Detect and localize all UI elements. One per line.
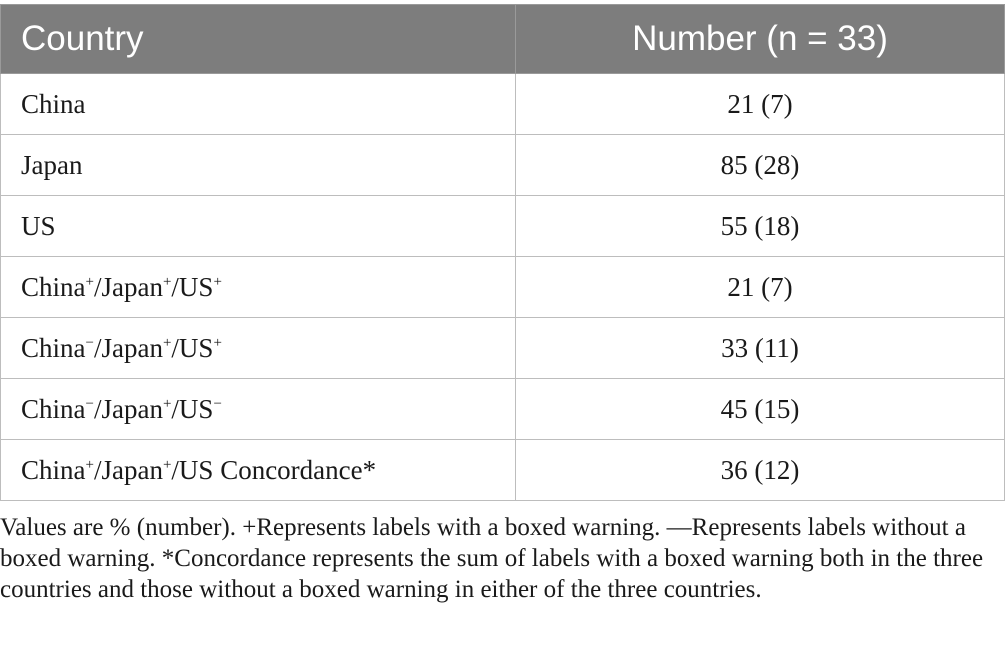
row-label-text: /US <box>171 271 214 302</box>
table-row <box>1 74 1005 135</box>
boxed-warning-mark: + <box>213 334 222 351</box>
data-table-container <box>0 4 1004 501</box>
row-value: 21 (7) <box>516 74 1005 135</box>
row-label <box>1 257 516 318</box>
row-value: 36 (12) <box>516 440 1005 501</box>
country-table <box>0 4 1005 501</box>
row-label-text: /Japan <box>93 393 163 424</box>
row-label-text: China <box>21 271 86 302</box>
table-row <box>1 440 1005 501</box>
boxed-warning-mark: + <box>162 334 172 351</box>
row-label <box>1 379 516 440</box>
row-label-text: /Japan <box>93 454 163 485</box>
table-row <box>1 318 1005 379</box>
row-label <box>1 74 516 135</box>
row-value: 33 (11) <box>516 318 1005 379</box>
row-label-text: /US <box>171 332 214 363</box>
row-value: 21 (7) <box>516 257 1005 318</box>
boxed-warning-mark: − <box>213 395 222 412</box>
table-row <box>1 257 1005 318</box>
row-label-text: /US <box>171 393 214 424</box>
boxed-warning-mark: − <box>85 334 94 351</box>
header-row <box>1 5 1005 74</box>
row-label-text: Japan <box>21 149 83 180</box>
row-label-text: China <box>21 393 86 424</box>
row-label-text: /Japan <box>93 271 163 302</box>
column-header-country: Country <box>1 5 516 74</box>
table-row <box>1 196 1005 257</box>
table-row <box>1 379 1005 440</box>
table-footnote: Values are % (number). +Represents labels with a boxed warning. —Represents labels without a boxed warning. *Concordance represents the sum of labels with a boxed warning both in the three countries and those without a boxed warning in either of the three countries. <box>0 514 984 603</box>
boxed-warning-mark: − <box>85 395 94 412</box>
boxed-warning-mark: + <box>162 395 172 412</box>
row-value: 45 (15) <box>516 379 1005 440</box>
row-label <box>1 440 516 501</box>
boxed-warning-mark: + <box>85 456 94 473</box>
row-label-text: US <box>21 210 56 241</box>
row-label-text: /Japan <box>93 332 163 363</box>
row-label <box>1 135 516 196</box>
boxed-warning-mark: + <box>162 273 172 290</box>
row-label-text: China <box>21 454 86 485</box>
row-label <box>1 196 516 257</box>
boxed-warning-mark: + <box>162 456 172 473</box>
row-label <box>1 318 516 379</box>
table-body <box>1 74 1005 501</box>
boxed-warning-mark: + <box>213 273 222 290</box>
column-header-number: Number (n = 33) <box>516 5 1005 74</box>
table-header <box>1 5 1005 74</box>
row-value: 85 (28) <box>516 135 1005 196</box>
table-row <box>1 135 1005 196</box>
row-label-text: China <box>21 332 86 363</box>
row-label-text: /US Concordance* <box>171 454 377 485</box>
row-label-text: China <box>21 88 86 119</box>
row-value: 55 (18) <box>516 196 1005 257</box>
boxed-warning-mark: + <box>85 273 94 290</box>
